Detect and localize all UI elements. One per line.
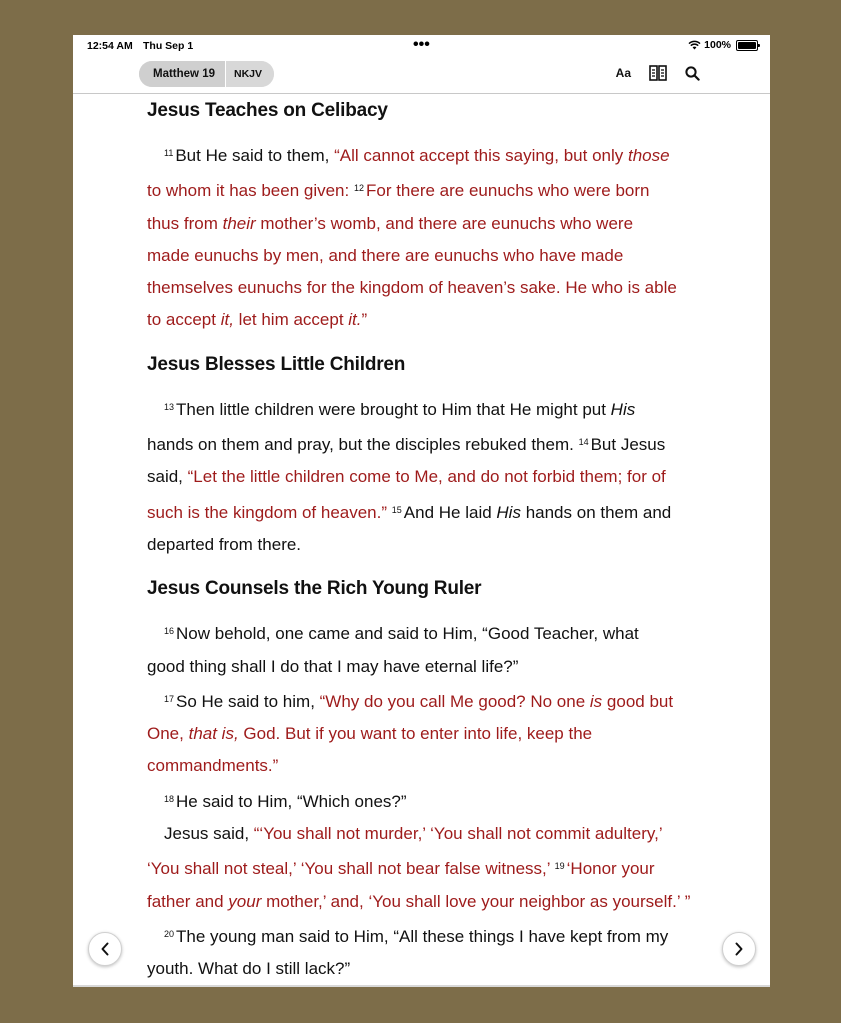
bottom-divider xyxy=(73,985,770,987)
words-of-jesus: such is the kingdom of heaven.” xyxy=(147,502,388,522)
words-of-jesus: mother,’ and, ‘You shall love your neighbor as yourself.’ ” xyxy=(261,891,691,911)
verse-text: Now behold, one came and said to Him, “Good Teacher, what xyxy=(176,624,639,644)
status-right xyxy=(688,39,758,51)
words-of-jesus: For there are eunuchs who were born xyxy=(365,181,650,201)
reader-screen xyxy=(73,35,770,987)
verse-text: good thing shall I do that I may have eternal life?” xyxy=(147,656,519,676)
section-rich-young-ruler xyxy=(147,573,707,985)
verse-number[interactable]: 15 xyxy=(391,504,402,515)
verse-text: Then little children were brought to Him that He might put xyxy=(176,399,611,419)
verse-text: But Jesus xyxy=(590,435,666,455)
verse-text: But He said to them, xyxy=(175,146,335,165)
verse-text: So He said to him, xyxy=(176,691,320,711)
words-of-jesus: “Let the little children come to Me, and do not forbid them; for of xyxy=(187,467,666,487)
passage-selector xyxy=(139,61,274,87)
words-of-jesus: God. But if you want to enter into life, keep the xyxy=(238,724,593,744)
italic-word: your xyxy=(228,891,262,911)
verse-text: hands on them and xyxy=(520,502,672,522)
passage-paragraph xyxy=(147,615,707,985)
words-of-jesus: ‘You shall not steal,’ ‘You shall not bear false witness,’ xyxy=(147,859,555,879)
verse-number[interactable]: 11 xyxy=(164,148,174,158)
section-little-children xyxy=(147,349,707,561)
words-of-jesus: thus from xyxy=(147,213,223,233)
words-of-jesus: made eunuchs by men, and there are eunuchs who have made xyxy=(147,245,624,265)
section-heading: Jesus Blesses Little Children xyxy=(147,353,406,375)
words-of-jesus: ‘Honor your xyxy=(566,859,655,879)
section-heading: Jesus Counsels the Rich Young Ruler xyxy=(147,578,482,600)
verse-number[interactable]: 20 xyxy=(164,928,175,939)
words-of-jesus: “Why do you call Me good? No one xyxy=(319,691,590,711)
toolbar-icons xyxy=(616,65,700,81)
wifi-icon xyxy=(688,40,701,50)
verse-text: departed from there. xyxy=(147,534,302,554)
words-of-jesus: commandments.” xyxy=(147,756,279,776)
italic-word: is xyxy=(589,691,603,711)
italic-word: those xyxy=(627,146,670,165)
status-bar xyxy=(73,35,770,57)
book-chapter-button[interactable]: Matthew 19 xyxy=(139,61,225,87)
italic-word: His xyxy=(496,502,521,522)
verse-number[interactable]: 18 xyxy=(164,793,175,804)
words-of-jesus: themselves eunuchs for the kingdom of heaven’s sake. He who is able xyxy=(147,278,677,298)
reader-toolbar xyxy=(73,57,770,94)
chevron-left-icon xyxy=(100,942,110,956)
verse-text: Jesus said, xyxy=(164,824,254,844)
passage-paragraph xyxy=(147,391,707,561)
verse-number[interactable]: 16 xyxy=(164,626,175,637)
italic-word: that is, xyxy=(188,724,239,744)
font-settings-button[interactable]: Aa xyxy=(615,66,631,80)
verse-text: said, xyxy=(147,467,188,487)
verse-text: The young man said to Him, “All these things I have kept from my xyxy=(176,926,669,946)
status-date: Thu Sep 1 xyxy=(143,40,194,52)
next-chapter-button[interactable] xyxy=(722,932,756,966)
words-of-jesus: One, xyxy=(147,724,189,744)
words-of-jesus: to whom it has been given: xyxy=(147,181,354,201)
words-of-jesus: “All cannot accept this saying, but only xyxy=(334,146,628,165)
words-of-jesus: good but xyxy=(602,691,674,711)
italic-word: it, xyxy=(220,310,234,330)
verse-text: hands on them and pray, but the disciples rebuked them. xyxy=(147,435,579,455)
version-button[interactable]: NKJV xyxy=(226,61,274,87)
previous-chapter-button[interactable] xyxy=(88,932,122,966)
section-heading: Jesus Teaches on Celibacy xyxy=(147,100,388,121)
passage-paragraph xyxy=(147,137,707,337)
status-time: 12:54 AM xyxy=(87,40,133,52)
words-of-jesus: to accept xyxy=(147,310,221,330)
verse-number[interactable]: 12 xyxy=(353,183,364,194)
verse-number[interactable]: 13 xyxy=(164,401,175,412)
battery-percent: 100% xyxy=(704,39,731,51)
search-icon[interactable] xyxy=(685,66,700,81)
verse-text: And He laid xyxy=(403,502,497,522)
italic-word: His xyxy=(610,399,636,419)
verse-number[interactable]: 14 xyxy=(578,437,589,448)
chevron-right-icon xyxy=(734,942,744,956)
italic-word: their xyxy=(222,213,256,233)
verse-number[interactable]: 17 xyxy=(164,693,175,704)
words-of-jesus: father and xyxy=(147,891,229,911)
words-of-jesus: ” xyxy=(361,310,368,330)
words-of-jesus: let him accept xyxy=(233,310,349,330)
words-of-jesus: mother’s womb, and there are eunuchs who were xyxy=(255,213,634,233)
chapter-text xyxy=(147,95,707,986)
verse-text: youth. What do I still lack?” xyxy=(147,959,351,979)
multitask-dots[interactable]: ••• xyxy=(413,36,430,53)
words-of-jesus: “‘You shall not murder,’ ‘You shall not commit adultery,’ xyxy=(253,824,663,844)
section-celibacy xyxy=(147,95,707,337)
battery-icon xyxy=(736,40,758,51)
verse-text: He said to Him, “Which ones?” xyxy=(176,791,407,811)
italic-word: it. xyxy=(348,310,362,330)
verse-number[interactable]: 19 xyxy=(554,861,565,872)
book-icon[interactable] xyxy=(649,65,667,81)
